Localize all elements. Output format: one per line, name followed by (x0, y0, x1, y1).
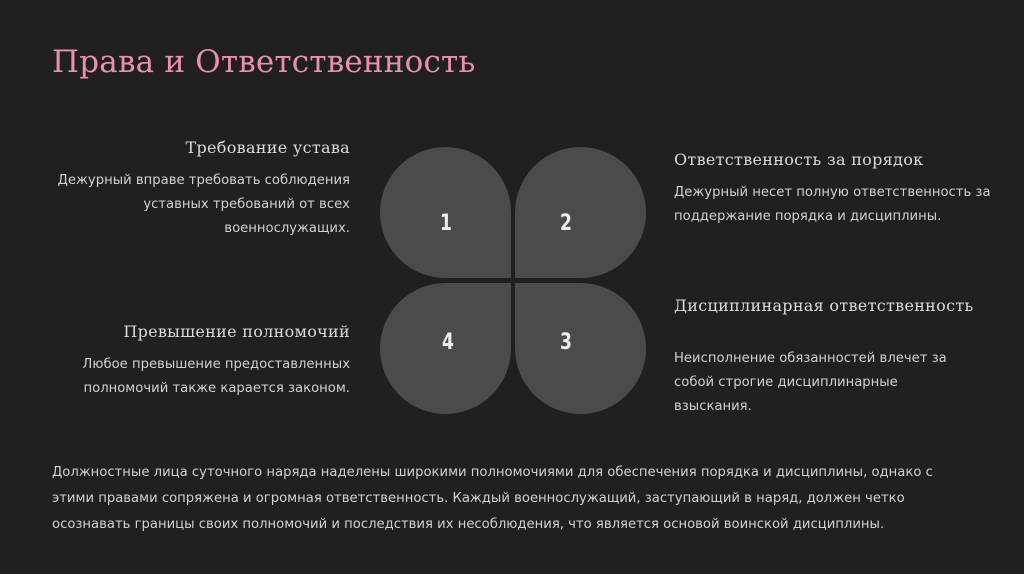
item-4-heading: Превышение полномочий (123, 322, 350, 341)
item-3-description: Неисполнение обязанностей влечет за собой строгие дисциплинарные взыскания. (674, 351, 947, 414)
item-1-description: Дежурный вправе требовать соблюдения уставных требований от всех военнослужащих. (57, 173, 350, 236)
item-3-block (674, 296, 1004, 419)
item-2-block (674, 150, 994, 229)
petal-3 (515, 283, 646, 414)
item-2-heading: Ответственность за порядок (674, 150, 924, 169)
petal-4-number: 4 (442, 330, 454, 355)
petal-3-number: 3 (560, 330, 572, 355)
item-3-heading: Дисциплинарная ответственность (674, 296, 974, 315)
item-1-block (30, 138, 350, 241)
petal-2-number: 2 (560, 211, 572, 236)
item-4-description: Любое превышение предоставленных полномочий также карается законом. (82, 357, 350, 396)
item-2-description: Дежурный несет полную ответственность за поддержание порядка и дисциплины. (674, 185, 991, 224)
petal-2 (515, 147, 646, 278)
summary-text: Должностные лица суточного наряда наделены широкими полномочиями для обеспечения порядка и дисциплины, однако с этими правами сопряжена и огромная ответственность. Каждый военнослужащий, заступающий в наряд, должен четко осознавать границы своих полномочий и последствия их несоблюдения, что является основой воинской дисциплины. (52, 465, 933, 532)
item-4-block (50, 322, 350, 401)
petal-1-number: 1 (440, 211, 452, 236)
page-title: Права и Ответственность (52, 44, 476, 80)
item-1-heading: Требование устава (185, 138, 350, 157)
